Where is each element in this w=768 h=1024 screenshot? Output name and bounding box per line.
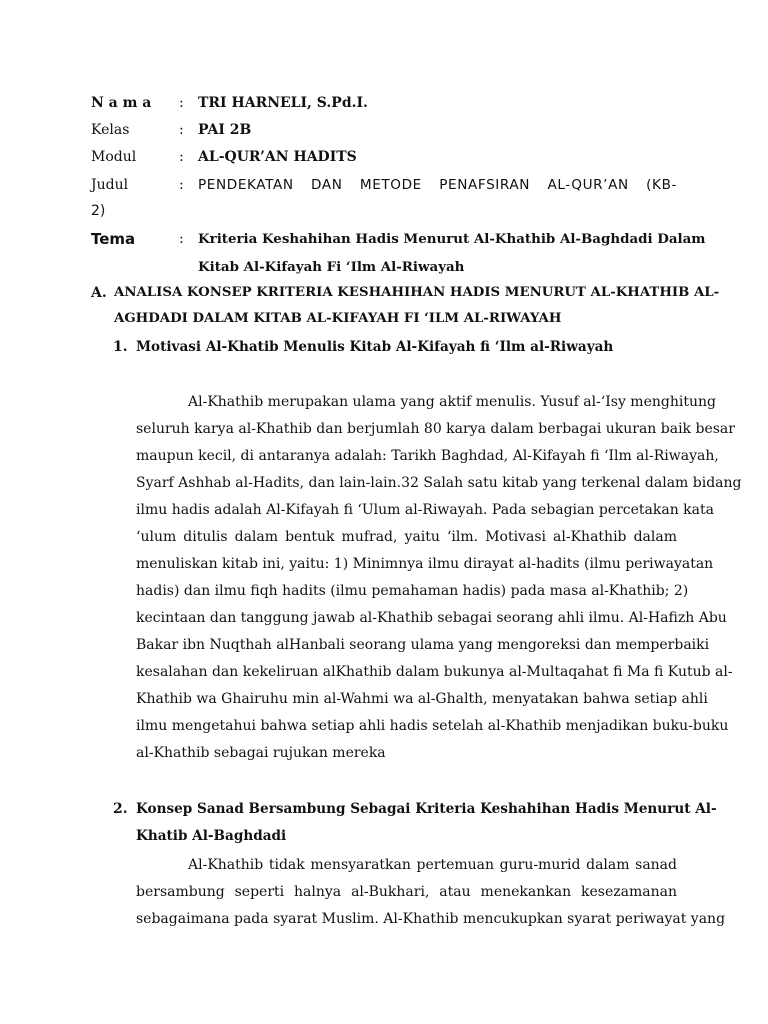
field-kelas <box>91 120 677 140</box>
subsection-marker: 2. <box>113 801 128 817</box>
field-value: AL-QUR’AN HADITS <box>198 149 357 165</box>
subsection-title-continuation: Khatib Al-Baghdadi <box>136 828 287 844</box>
paragraph-line: Khathib wa Ghairuhu min al-Wahmi wa al-Ghalth, menyatakan bahwa setiap ahli <box>136 691 708 707</box>
field-value-continuation: 2) <box>91 203 106 219</box>
field-label: Modul <box>91 149 137 165</box>
field-colon: : <box>179 95 184 111</box>
paragraph-line: maupun kecil, di antaranya adalah: Tarikh Baghdad, Al-Kifayah fi ‘Ilm al-Riwayah, <box>136 448 719 464</box>
paragraph-line: ‘ulum ditulis dalam bentuk mufrad, yaitu ‘ilm. Motivasi al-Khathib dalam <box>136 529 677 545</box>
section-title-continuation: AGHDADI DALAM KITAB AL-KIFAYAH FI ‘ILM AL-RIWAYAH <box>114 311 562 326</box>
subsection-title: Motivasi Al-Khatib Menulis Kitab Al-Kifayah fi ‘Ilm al-Riwayah <box>136 339 614 355</box>
field-tema <box>91 229 706 277</box>
section-title: ANALISA KONSEP KRITERIA KESHAHIHAN HADIS MENURUT AL-KHATHIB AL- <box>114 285 720 300</box>
field-label: N a m a <box>91 95 152 111</box>
field-colon: : <box>179 149 184 165</box>
field-judul <box>91 175 677 223</box>
paragraph-line: al-Khathib sebagai rujukan mereka <box>136 745 386 761</box>
paragraph-line: menuliskan kitab ini, yaitu: 1) Minimnya ilmu dirayat al-hadits (ilmu periwayatan <box>136 556 714 572</box>
field-colon: : <box>179 122 184 138</box>
section-marker: A. <box>91 285 107 301</box>
paragraph-line: Bakar ibn Nuqthah alHanbali seorang ulama yang mengoreksi dan memperbaiki <box>136 637 710 653</box>
field-label: Tema <box>91 230 136 248</box>
field-label: Kelas <box>91 122 130 138</box>
subsection-title: Konsep Sanad Bersambung Sebagai Kriteria Keshahihan Hadis Menurut Al- <box>136 801 717 817</box>
field-value: PENDEKATAN DAN METODE PENAFSIRAN AL-QUR’AN (KB- <box>198 177 677 193</box>
paragraph-line: Syarf Ashhab al-Hadits, dan lain-lain.32 Salah satu kitab yang terkenal dalam bidang <box>136 475 742 491</box>
field-value: Kriteria Keshahihan Hadis Menurut Al-Khathib Al-Baghdadi Dalam <box>198 231 706 247</box>
paragraph-line: hadis) dan ilmu fiqh hadits (ilmu pemahaman hadis) pada masa al-Khathib; 2) <box>136 583 689 599</box>
paragraph-line: Al-Khathib merupakan ulama yang aktif menulis. Yusuf al-‘Isy menghitung <box>188 394 716 410</box>
field-colon: : <box>179 231 184 247</box>
paragraph <box>136 389 742 767</box>
paragraph <box>136 852 726 933</box>
field-modul <box>91 147 677 167</box>
paragraph-line: seluruh karya al-Khathib dan berjumlah 80 karya dalam berbagai ukuran baik besar <box>136 421 735 437</box>
field-value: TRI HARNELI, S.Pd.I. <box>198 95 368 111</box>
field-colon: : <box>179 177 184 193</box>
field-value: PAI 2B <box>198 122 252 138</box>
field-nama <box>91 93 677 113</box>
paragraph-line: sebagaimana pada syarat Muslim. Al-Khathib mencukupkan syarat periwayat yang <box>136 911 726 927</box>
paragraph-line: ilmu mengetahui bahwa setiap ahli hadis setelah al-Khathib menjadikan buku-buku <box>136 718 729 734</box>
field-label: Judul <box>91 177 129 193</box>
paragraph-line: ilmu hadis adalah Al-Kifayah fi ‘Ulum al-Riwayah. Pada sebagian percetakan kata <box>136 502 714 518</box>
field-value-continuation: Kitab Al-Kifayah Fi ‘Ilm Al-Riwayah <box>198 259 465 275</box>
paragraph-line: kesalahan dan kekeliruan alKhathib dalam bukunya al-Multaqahat fi Ma fi Kutub al- <box>136 664 733 680</box>
subsection-marker: 1. <box>113 339 128 355</box>
paragraph-line: kecintaan dan tanggung jawab al-Khathib sebagai seorang ahli ilmu. Al-Hafizh Abu <box>136 610 727 626</box>
paragraph-line: bersambung seperti halnya al-Bukhari, atau menekankan kesezamanan <box>136 884 677 900</box>
paragraph-line: Al-Khathib tidak mensyaratkan pertemuan guru-murid dalam sanad <box>188 857 677 873</box>
